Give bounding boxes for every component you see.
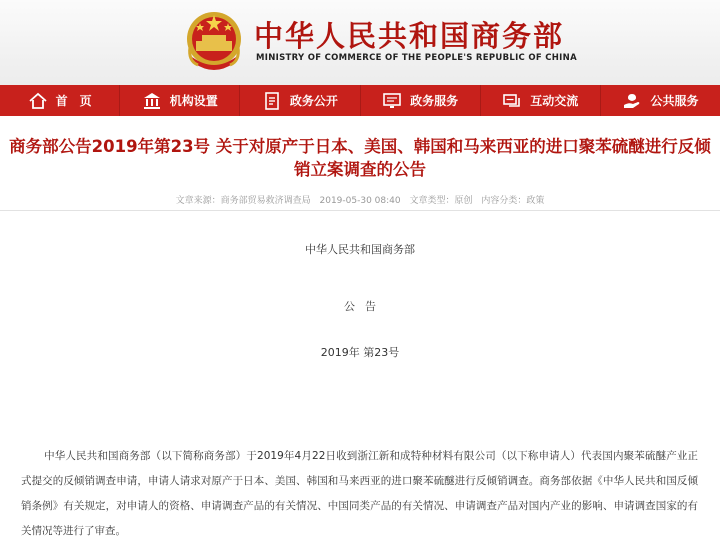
- nav-label-interaction: 互动交流: [530, 94, 579, 108]
- nav-label-public-services: 公共服务: [650, 94, 699, 108]
- article-meta: [0, 193, 720, 206]
- nav-item-home[interactable]: [0, 85, 120, 116]
- nav-item-interaction[interactable]: [481, 85, 601, 116]
- hand-service-icon: [622, 91, 642, 111]
- meta-type: 文章类型：原创: [409, 196, 473, 206]
- monitor-icon: [382, 91, 402, 111]
- issuer-line: 中华人民共和国商务部: [305, 243, 415, 256]
- article-paragraph: 中华人民共和国商务部（以下简称商务部）于2019年4月22日收到浙江新和成特种材料有限公司（以下称申请人）代表国内聚苯硫醚产业正式提交的反倾销调查申请，申请人请求对原产于日本、美国、韩国和马来西亚的进口聚苯硫醚进行反倾销调查。商务部依据《中华人民共和国反倾销条例》有关规定，对申请人的资格、申请调查产品的有关情况、中国同类产品的有关情况、申请调查产品对国内产业的影响、申请调查国家的有关情况等进行了审查。: [21, 450, 698, 537]
- document-icon: [262, 91, 282, 111]
- nav-label-home: 首 页: [55, 94, 92, 108]
- national-emblem-icon[interactable]: [184, 7, 244, 73]
- nav-label-organization: 机构设置: [169, 94, 218, 108]
- nav-item-government-affairs[interactable]: [240, 85, 360, 116]
- nav-label-government-affairs: 政务公开: [289, 94, 338, 108]
- meta-category: 内容分类：政策: [481, 196, 545, 206]
- nav-item-organization[interactable]: [120, 85, 240, 116]
- site-subtitle: MINISTRY OF COMMERCE OF THE PEOPLE'S REPUBLIC OF CHINA: [256, 53, 577, 63]
- divider: [0, 210, 720, 211]
- home-icon: [28, 91, 48, 111]
- building-icon: [142, 91, 162, 111]
- nav-label-government-services: 政务服务: [410, 94, 459, 108]
- site-header: [0, 0, 720, 85]
- notice-number: 2019年 第23号: [320, 346, 400, 359]
- chat-icon: [502, 91, 522, 111]
- article-title: 商务部公告2019年第23号 关于对原产于日本、美国、韩国和马来西亚的进口聚苯硫醚进行反倾销立案调查的公告: [9, 137, 711, 179]
- main-nav: [0, 85, 720, 116]
- meta-datetime: 2019-05-30 08:40: [319, 196, 401, 206]
- meta-source: 文章来源：商务部贸易救济调查局: [175, 196, 311, 206]
- nav-item-public-services[interactable]: [601, 85, 720, 116]
- notice-heading: 公告: [344, 300, 386, 313]
- site-title[interactable]: 中华人民共和国商务部: [254, 19, 565, 53]
- nav-item-government-services[interactable]: [361, 85, 481, 116]
